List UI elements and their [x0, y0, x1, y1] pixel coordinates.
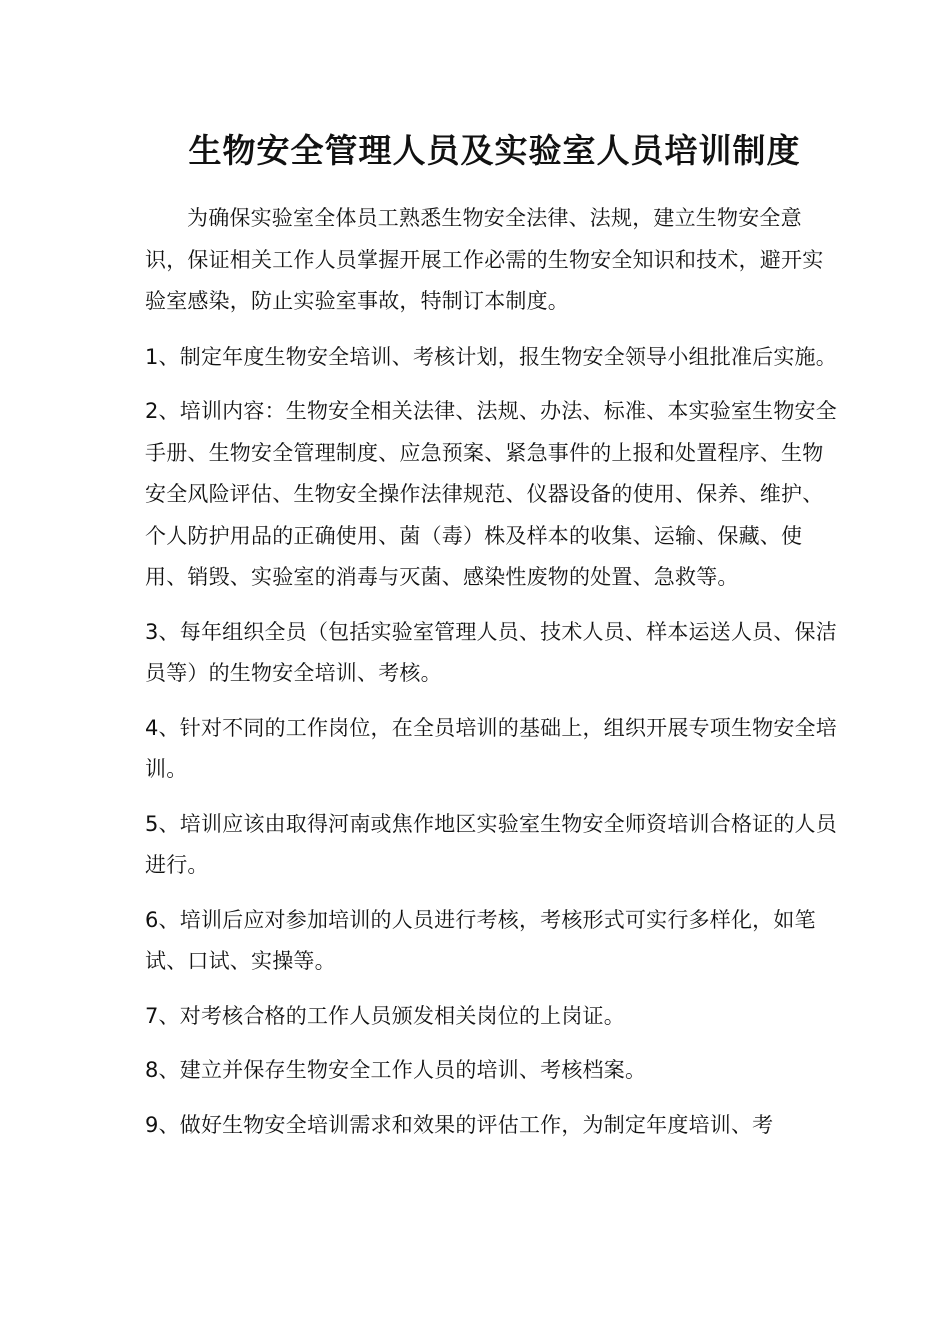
list-item: 9、做好生物安全培训需求和效果的评估工作，为制定年度培训、考	[145, 1112, 774, 1137]
list-item: 5、培训应该由取得河南或焦作地区实验室生物安全师资培训合格证的人员进行。	[145, 811, 837, 877]
list-item: 7、对考核合格的工作人员颁发相关岗位的上岗证。	[145, 1003, 625, 1028]
list-item: 2、培训内容：生物安全相关法律、法规、办法、标准、本实验室生物安全手册、生物安全管理制度、应急预案、紧急事件的上报和处置程序、生物安全风险评估、生物安全操作法律规范、仪器设备的使用、保养、维护、个人防护用品的正确使用、菌（毒）株及样本的收集、运输、保藏、使用、销毁、实验室的消毒与灭菌、感染性废物的处置、急救等。	[145, 399, 837, 589]
list-item: 1、制定年度生物安全培训、考核计划，报生物安全领导小组批准后实施。	[145, 344, 837, 369]
intro-paragraph: 为确保实验室全体员工熟悉生物安全法律、法规，建立生物安全意识，保证相关工作人员掌握开展工作必需的生物安全知识和技术，避开实验室感染，防止实验室事故，特制订本制度。	[145, 206, 824, 313]
list-item: 6、培训后应对参加培训的人员进行考核，考核形式可实行多样化，如笔试、口试、实操等。	[145, 907, 816, 973]
list-item: 8、建立并保存生物安全工作人员的培训、考核档案。	[145, 1058, 647, 1082]
list-item: 3、每年组织全员（包括实验室管理人员、技术人员、样本运送人员、保洁员等）的生物安全培训、考核。	[145, 619, 837, 685]
document-title: 生物安全管理人员及实验室人员培训制度	[188, 131, 801, 170]
list-item: 4、针对不同的工作岗位，在全员培训的基础上，组织开展专项生物安全培训。	[145, 715, 837, 781]
